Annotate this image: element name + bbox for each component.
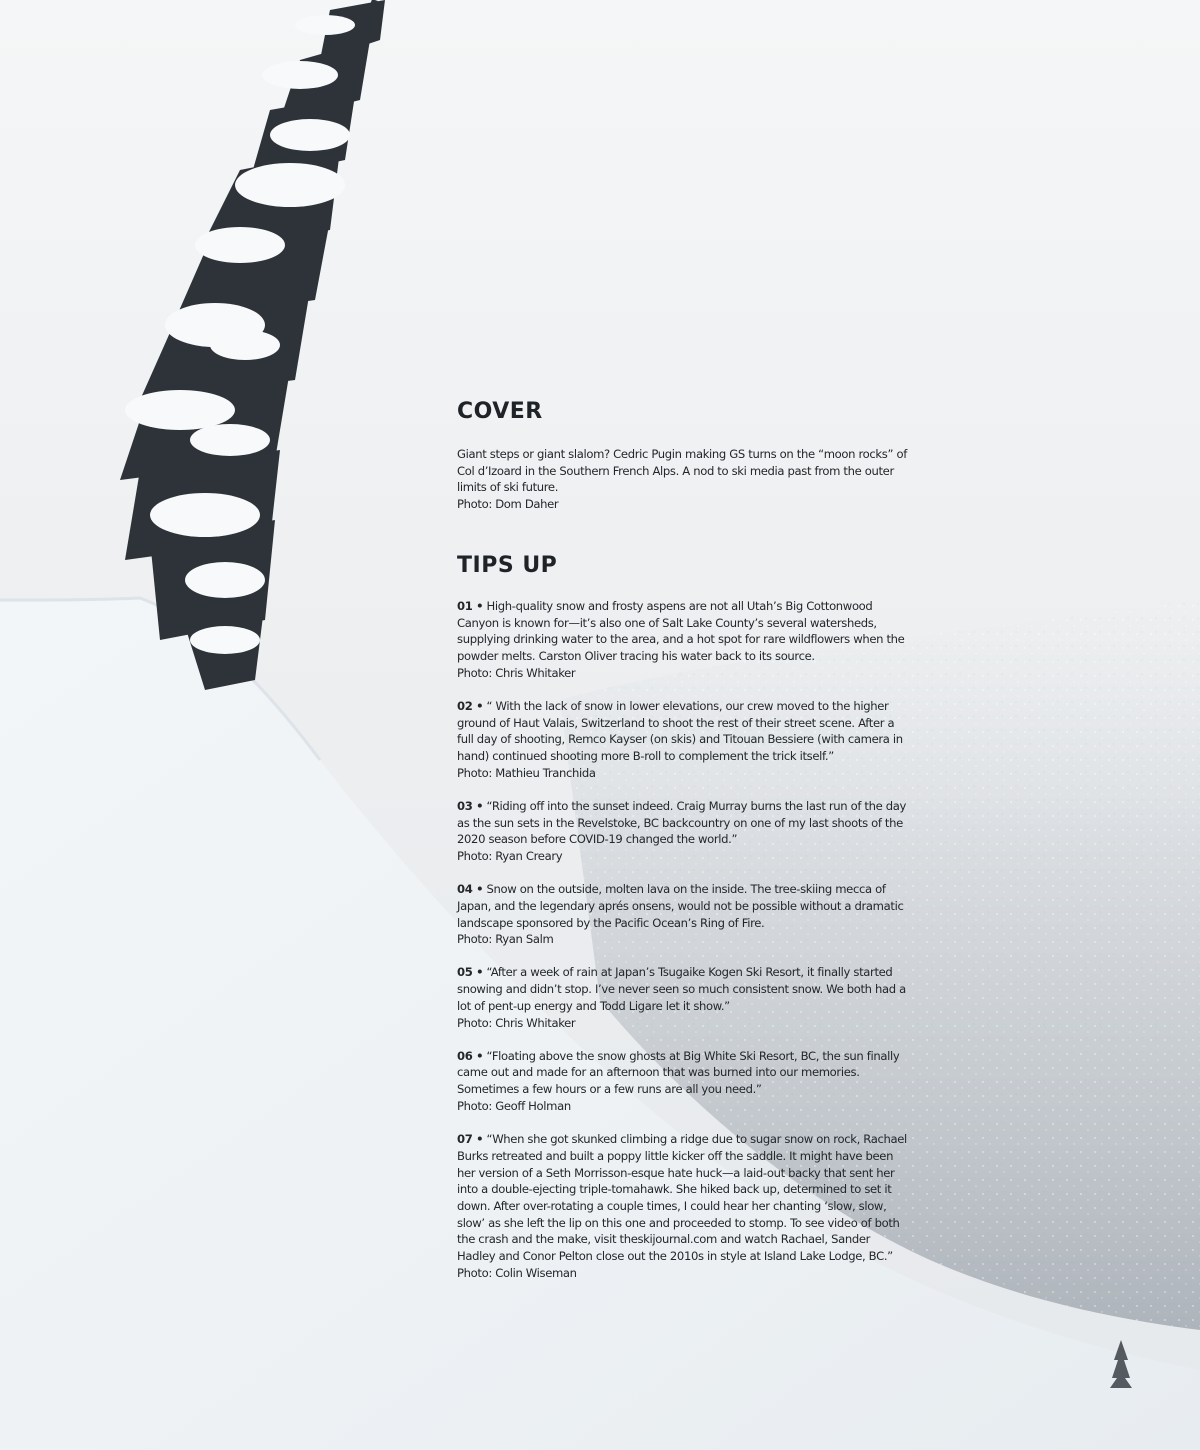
caption-number: 07 • [457, 1132, 484, 1147]
caption-item [457, 881, 909, 948]
caption-text: “Riding off into the sunset indeed. Craig Murray burns the last run of the day as the sun sets in the Revelstoke, BC backcountry on one of my last shoots of the 2020 season before COVID-19 changed the world.” [457, 798, 907, 847]
caption-number: 01 • [457, 598, 484, 613]
caption-item [457, 798, 909, 865]
caption-item [457, 1048, 909, 1115]
captions-column [457, 398, 909, 1298]
cover-heading: COVER [457, 399, 543, 424]
cover-caption-text: Giant steps or giant slalom? Cedric Pugin making GS turns on the “moon rocks” of Col d’Izoard in the Southern French Alps. A nod to ski media past from the outer limits of ski future. [457, 447, 907, 495]
caption-item [457, 698, 909, 782]
caption-item [457, 598, 909, 682]
cover-photo-credit: Photo: Dom Daher [457, 497, 559, 512]
caption-number: 02 • [457, 698, 484, 713]
caption-text: “After a week of rain at Japan’s Tsugaike Kogen Ski Resort, it finally started snowing and didn’t stop. I’ve never seen so much consistent snow. We both had a lot of pent-up energy and Todd Ligare let it show.” [457, 965, 906, 1013]
photo-credit: Photo: Geoff Holman [457, 1098, 571, 1113]
cover-caption [457, 446, 909, 513]
photo-credit: Photo: Colin Wiseman [457, 1265, 577, 1280]
caption-number: 03 • [457, 798, 484, 813]
caption-text: “When she got skunked climbing a ridge due to sugar snow on rock, Rachael Burks retreated and built a poppy little kicker off the saddle. It might have been her version of a Seth Morrisson-esque hate huck—a laid-out backy that sent her into a double-ejecting triple-tomahawk. She hiked back up, determined to set it down. After over-rotating a couple times, I could hear her chanting ‘slow, slow, slow’ as she left the lip on this one and proceeded to stomp. To see video of both the crash and the make, visit theskijournal.com and watch Rachael, Sander Hadley and Conor Pelton close out the 2010s in style at Island Lake Lodge, BC.” [457, 1132, 907, 1264]
caption-number: 06 • [457, 1048, 484, 1063]
caption-text: Snow on the outside, molten lava on the inside. The tree-skiing mecca of Japan, and the legendary aprés onsens, would not be possible without a dramatic landscape sponsored by the Pacific Ocean’s Ring of Fire. [457, 882, 904, 930]
caption-text: High-quality snow and frosty aspens are not all Utah’s Big Cottonwood Canyon is known for—it’s also one of Salt Lake County’s several watersheds, supplying drinking water to the area, and a hot spot for rare wildflowers when the powder melts. Carston Oliver tracing his water back to its source. [457, 598, 905, 663]
photo-credit: Photo: Chris Whitaker [457, 1015, 576, 1030]
photo-credit: Photo: Chris Whitaker [457, 665, 576, 680]
caption-text: “Floating above the snow ghosts at Big White Ski Resort, BC, the sun finally came out and made for an afternoon that was burned into our memories. Sometimes a few hours or a few runs are all you need.” [457, 1048, 900, 1097]
caption-text: “ With the lack of snow in lower elevations, our crew moved to the higher ground of Haut Valais, Switzerland to shoot the rest of their street scene. After a full day of shooting, Remco Kayser (on skis) and Titouan Bessiere (with camera in hand) continued shooting more B-roll to complement the trick itself.” [457, 698, 903, 763]
caption-item [457, 1131, 909, 1281]
caption-number: 05 • [457, 965, 484, 980]
tips-up-heading: TIPS UP [457, 552, 558, 578]
photo-credit: Photo: Ryan Salm [457, 932, 554, 947]
photo-credit: Photo: Ryan Creary [457, 848, 563, 863]
photo-credit: Photo: Mathieu Tranchida [457, 765, 596, 780]
caption-number: 04 • [457, 882, 484, 897]
caption-item [457, 964, 909, 1031]
